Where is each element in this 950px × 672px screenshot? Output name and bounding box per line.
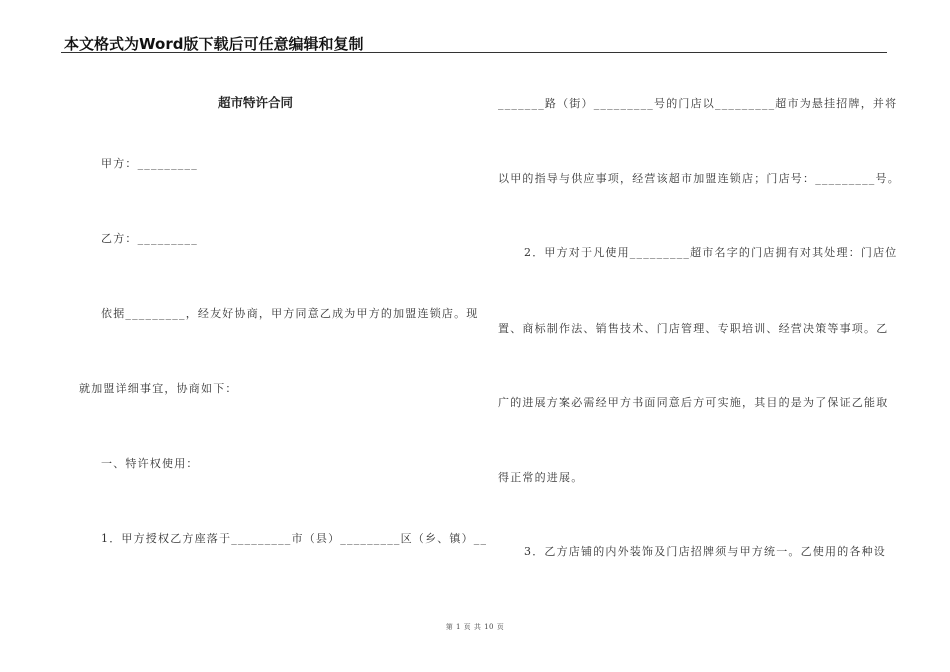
clause-two-cont-2: 广的进展方案必需经甲方书面同意后方可实施，其目的是为了保证乙能取 [498, 396, 889, 409]
clause-one-line: 1．甲方授权乙方座落于_________市（县）_________区（乡、镇）__ [101, 532, 488, 545]
basis-paragraph-line: 依据_________，经友好协商，甲方同意乙成为甲方的加盟连锁店。现 [101, 307, 479, 320]
section-one-heading: 一、特许权使用： [101, 457, 199, 470]
clause-one-cont-1: _______路（街）_________号的门店以_________超市为悬挂招牌，并将 [498, 97, 898, 110]
header-rule [61, 52, 887, 53]
document-title: 超市特许合同 [218, 95, 294, 110]
clause-two-line: 2．甲方对于凡使用_________超市名字的门店拥有对其处理：门店位 [524, 246, 898, 259]
clause-two-cont-3: 得正常的进展。 [498, 471, 584, 484]
header-banner: 本文格式为Word版下载后可任意编辑和复制 [64, 35, 364, 53]
page-footer: 第 1 页 共 10 页 [445, 623, 505, 631]
clause-two-cont-1: 置、商标制作法、销售技术、门店管理、专职培训、经营决策等事项。乙 [498, 322, 889, 335]
clause-one-cont-2: 以甲的指导与供应事项，经营该超市加盟连锁店；门店号：_________号。 [498, 172, 900, 185]
party-b-line: 乙方：_________ [101, 232, 198, 245]
party-a-line: 甲方：_________ [101, 157, 198, 170]
clause-three-line: 3．乙方店铺的内外装饰及门店招牌须与甲方统一。乙使用的各种设 [524, 545, 886, 558]
basis-paragraph-cont: 就加盟详细事宜，协商如下： [79, 382, 238, 395]
